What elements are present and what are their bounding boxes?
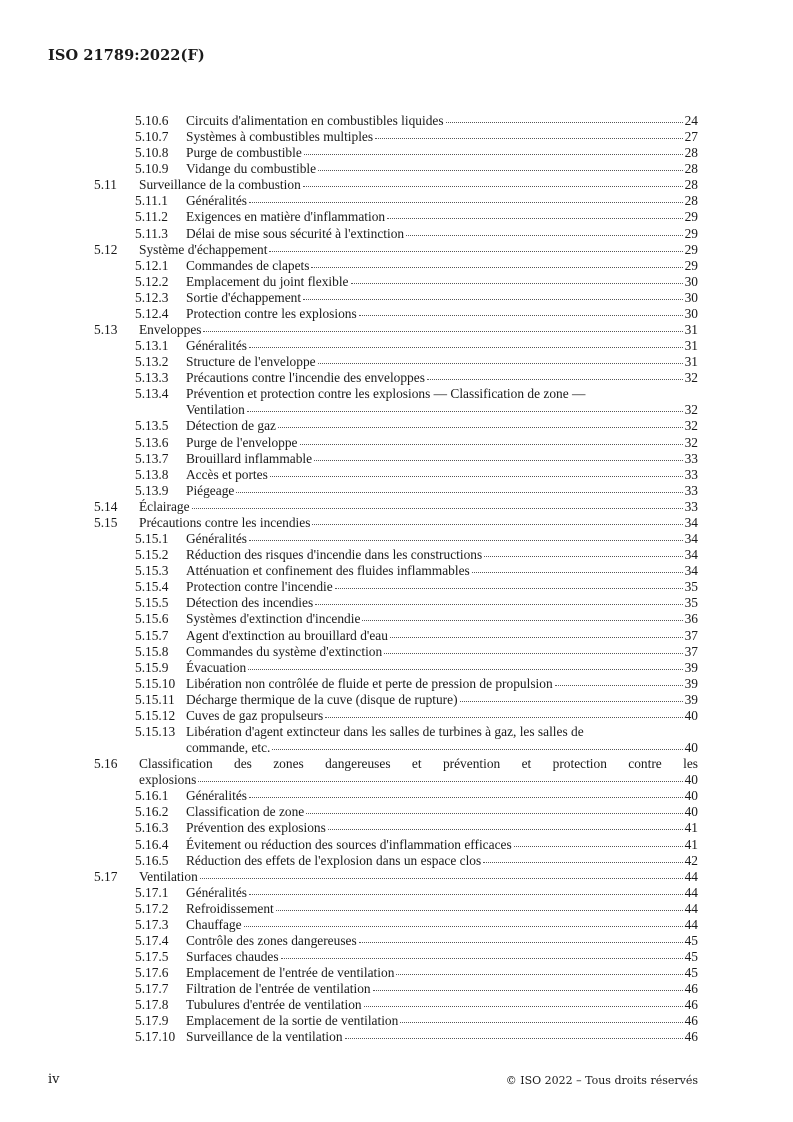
toc-entry-number: 5.15.5	[135, 595, 169, 611]
toc-entry-number: 5.17.1	[135, 884, 169, 900]
toc-entry-page: 31	[684, 322, 698, 338]
dot-leader	[249, 530, 683, 541]
toc-entry-number: 5.12.2	[135, 273, 169, 289]
table-of-contents	[0, 113, 793, 1046]
toc-entry-title: Filtration de l'entrée de ventilation	[186, 981, 371, 997]
toc-entry[interactable]	[0, 499, 793, 515]
toc-entry-page: 40	[684, 804, 698, 820]
dot-leader	[483, 852, 682, 863]
toc-entry[interactable]	[0, 467, 793, 483]
toc-entry-title: Cuves de gaz propulseurs	[186, 707, 324, 723]
dot-leader	[248, 659, 682, 670]
toc-entry-number: 5.12.1	[135, 257, 169, 273]
dot-leader	[249, 884, 683, 895]
toc-entry[interactable]	[0, 708, 793, 724]
toc-entry[interactable]	[0, 595, 793, 611]
toc-entry-title: Généralités	[186, 788, 247, 804]
toc-entry-title: Généralités	[186, 338, 247, 354]
toc-entry-page: 30	[684, 289, 698, 305]
toc-entry-page: 29	[684, 241, 698, 257]
toc-entry-page: 28	[684, 177, 698, 193]
toc-entry-page: 46	[684, 1029, 698, 1045]
toc-entry-page: 37	[684, 627, 698, 643]
toc-entry[interactable]	[0, 563, 793, 579]
toc-entry-number: 5.14	[94, 498, 118, 514]
toc-entry-title: Vidange du combustible	[186, 161, 317, 177]
toc-entry-title: Chauffage	[186, 916, 242, 932]
toc-entry-page: 32	[684, 434, 698, 450]
toc-entry-number: 5.15.7	[135, 627, 169, 643]
dot-leader	[351, 273, 683, 284]
toc-entry-title: Tubulures d'entrée de ventilation	[186, 997, 362, 1013]
toc-entry-title: Protection contre les explosions	[186, 305, 357, 321]
toc-entry-number: 5.16.5	[135, 852, 169, 868]
toc-entry-page: 31	[684, 338, 698, 354]
dot-leader	[303, 176, 683, 187]
dot-leader	[472, 562, 683, 573]
toc-entry[interactable]	[0, 788, 793, 804]
toc-entry-title: Réduction des effets de l'explosion dans un espace clos	[186, 852, 482, 868]
toc-entry-page: 36	[684, 611, 698, 627]
toc-entry-page: 27	[684, 129, 698, 145]
toc-entry-title: Réduction des risques d'incendie dans les constructions	[186, 547, 483, 563]
toc-entry[interactable]	[0, 531, 793, 547]
toc-entry-page: 40	[684, 788, 698, 804]
toc-entry[interactable]	[0, 885, 793, 901]
toc-entry-page: 28	[684, 193, 698, 209]
toc-entry-number: 5.17.5	[135, 949, 169, 965]
toc-entry-title: Système d'échappement	[139, 241, 268, 257]
toc-entry-title: Évacuation	[186, 659, 247, 675]
dot-leader	[406, 225, 683, 236]
toc-entry[interactable]	[0, 177, 793, 193]
dot-leader	[460, 691, 683, 702]
toc-entry[interactable]	[0, 756, 793, 772]
page-number-label: iv	[48, 1072, 60, 1087]
toc-entry[interactable]	[0, 290, 793, 306]
dot-leader	[303, 289, 683, 300]
dot-leader	[278, 417, 683, 428]
dot-leader	[249, 787, 683, 798]
toc-entry-page: 24	[684, 113, 698, 128]
dot-leader	[446, 112, 683, 123]
toc-entry-title: Enveloppes	[139, 322, 202, 338]
toc-entry-title: Généralités	[186, 193, 247, 209]
toc-entry-page: 35	[684, 579, 698, 595]
toc-entry-number: 5.13	[94, 322, 118, 338]
toc-entry-number: 5.15.2	[135, 547, 169, 563]
toc-entry[interactable]	[0, 949, 793, 965]
toc-entry-continuation[interactable]	[0, 740, 793, 756]
toc-entry-page: 44	[684, 884, 698, 900]
toc-entry[interactable]	[0, 322, 793, 338]
toc-entry-number: 5.17.4	[135, 932, 169, 948]
dot-leader	[270, 466, 683, 477]
toc-entry-page: 41	[684, 820, 698, 836]
toc-entry[interactable]	[0, 660, 793, 676]
toc-entry-number: 5.10.6	[135, 113, 169, 128]
toc-entry-number: 5.15.12	[135, 707, 176, 723]
toc-entry-title: Sortie d'échappement	[186, 289, 302, 305]
toc-entry[interactable]	[0, 804, 793, 820]
toc-entry-page: 45	[684, 965, 698, 981]
toc-entry[interactable]	[0, 628, 793, 644]
dot-leader	[555, 675, 683, 686]
toc-entry-page: 33	[684, 450, 698, 466]
toc-entry-title-continued: Ventilation	[186, 402, 245, 418]
dot-leader	[400, 1012, 682, 1023]
dot-leader	[375, 128, 683, 139]
dot-leader	[304, 144, 683, 155]
dot-leader	[318, 353, 683, 364]
toc-entry-number: 5.17.7	[135, 981, 169, 997]
toc-entry-title: Atténuation et confinement des fluides inflammables	[186, 563, 470, 579]
toc-entry-number: 5.13.7	[135, 450, 169, 466]
toc-entry-title: Surfaces chaudes	[186, 949, 279, 965]
toc-entry-page: 28	[684, 161, 698, 177]
toc-entry[interactable]	[0, 161, 793, 177]
toc-entry-number: 5.15.9	[135, 659, 169, 675]
dot-leader	[300, 434, 683, 445]
toc-entry[interactable]	[0, 274, 793, 290]
toc-entry-title: Structure de l'enveloppe	[186, 354, 316, 370]
dot-leader	[249, 337, 683, 348]
toc-entry-page: 34	[684, 531, 698, 547]
toc-entry-title: Circuits d'alimentation en combustibles liquides	[186, 113, 444, 128]
copyright-notice: © ISO 2022 – Tous droits réservés	[505, 1074, 698, 1087]
toc-entry-continuation[interactable]	[0, 402, 793, 418]
toc-entry-page: 39	[684, 691, 698, 707]
dot-leader	[314, 450, 683, 461]
toc-entry[interactable]	[0, 853, 793, 869]
dot-leader	[396, 964, 682, 975]
toc-entry-title: Généralités	[186, 531, 247, 547]
toc-entry-page: 41	[684, 836, 698, 852]
toc-entry[interactable]	[0, 386, 793, 402]
toc-entry-page: 46	[684, 981, 698, 997]
toc-entry-title: Surveillance de la combustion	[139, 177, 301, 193]
toc-entry-number: 5.17.8	[135, 997, 169, 1013]
toc-entry-title: Libération d'agent extincteur dans les salles de turbines à gaz, les salles de	[186, 723, 584, 739]
toc-entry-number: 5.11.3	[135, 225, 168, 241]
toc-entry-title: Commandes de clapets	[186, 257, 310, 273]
toc-entry-title: Délai de mise sous sécurité à l'extinction	[186, 225, 405, 241]
toc-entry-title: Purge de combustible	[186, 145, 302, 161]
toc-entry-page: 29	[684, 209, 698, 225]
toc-entry-number: 5.13.8	[135, 466, 169, 482]
dot-leader	[315, 594, 682, 605]
dot-leader	[328, 819, 683, 830]
toc-entry-page: 45	[684, 932, 698, 948]
toc-entry-title: Agent d'extinction au brouillard d'eau	[186, 627, 388, 643]
toc-entry-page: 33	[684, 466, 698, 482]
toc-entry-title: Systèmes d'extinction d'incendie	[186, 611, 361, 627]
toc-entry-number: 5.10.8	[135, 145, 169, 161]
toc-entry-title: Classification de zone	[186, 804, 305, 820]
toc-entry[interactable]	[0, 226, 793, 242]
toc-entry[interactable]	[0, 579, 793, 595]
dot-leader	[269, 241, 682, 252]
toc-entry[interactable]	[0, 129, 793, 145]
dot-leader	[373, 980, 683, 991]
toc-entry-page: 40	[684, 740, 698, 756]
toc-entry-page: 30	[684, 273, 698, 289]
toc-entry-page: 42	[684, 852, 698, 868]
toc-entry-page: 39	[684, 659, 698, 675]
toc-entry[interactable]	[0, 1013, 793, 1029]
toc-entry-title: Précautions contre l'incendie des enveloppes	[186, 370, 425, 386]
toc-entry[interactable]	[0, 692, 793, 708]
toc-entry[interactable]	[0, 435, 793, 451]
toc-entry-page: 45	[684, 949, 698, 965]
toc-entry[interactable]	[0, 933, 793, 949]
dot-leader	[427, 369, 683, 380]
toc-entry-page: 29	[684, 225, 698, 241]
toc-entry-number: 5.15.11	[135, 691, 175, 707]
toc-entry-page: 44	[684, 900, 698, 916]
toc-entry[interactable]	[0, 917, 793, 933]
toc-entry-title: Purge de l'enveloppe	[186, 434, 298, 450]
toc-entry[interactable]	[0, 242, 793, 258]
dot-leader	[200, 868, 683, 879]
dot-leader	[272, 739, 682, 750]
toc-entry-page: 32	[684, 402, 698, 418]
dot-leader	[384, 643, 682, 654]
toc-entry[interactable]	[0, 611, 793, 627]
dot-leader	[276, 900, 683, 911]
toc-entry[interactable]	[0, 644, 793, 660]
toc-entry-page: 32	[684, 370, 698, 386]
dot-leader	[244, 916, 683, 927]
toc-entry[interactable]	[0, 676, 793, 692]
toc-entry-number: 5.17	[94, 868, 118, 884]
toc-entry-page: 44	[684, 868, 698, 884]
toc-entry[interactable]	[0, 837, 793, 853]
toc-entry-page: 29	[684, 257, 698, 273]
dot-leader	[362, 610, 682, 621]
toc-entry-page: 37	[684, 643, 698, 659]
toc-entry[interactable]	[0, 354, 793, 370]
toc-entry-number: 5.13.1	[135, 338, 169, 354]
toc-entry[interactable]	[0, 418, 793, 434]
toc-entry-page: 35	[684, 595, 698, 611]
toc-entry-page: 40	[684, 707, 698, 723]
dot-leader	[387, 208, 683, 219]
toc-entry-page: 46	[684, 997, 698, 1013]
toc-entry-title: Piégeage	[186, 482, 235, 498]
dot-leader	[325, 707, 682, 718]
toc-entry-number: 5.17.10	[135, 1029, 176, 1045]
toc-entry-number: 5.11.1	[135, 193, 168, 209]
toc-entry-number: 5.17.2	[135, 900, 169, 916]
toc-entry-number: 5.15.10	[135, 675, 176, 691]
toc-entry-page: 34	[684, 563, 698, 579]
toc-entry-title-continued: explosions	[139, 772, 197, 788]
dot-leader	[364, 996, 683, 1007]
toc-entry[interactable]	[0, 113, 793, 129]
dot-leader	[390, 627, 683, 638]
dot-leader	[484, 546, 682, 557]
toc-entry-title: Libération non contrôlée de fluide et perte de pression de propulsion	[186, 675, 553, 691]
toc-entry-title: Prévention des explosions	[186, 820, 326, 836]
toc-entry-number: 5.13.2	[135, 354, 169, 370]
toc-entry[interactable]	[0, 547, 793, 563]
dot-leader	[236, 482, 682, 493]
toc-entry-title-continued: commande, etc.	[186, 740, 271, 756]
toc-entry-number: 5.17.9	[135, 1013, 169, 1029]
toc-entry[interactable]	[0, 724, 793, 740]
toc-entry-page: 33	[684, 498, 698, 514]
toc-entry-title: Évitement ou réduction des sources d'inflammation efficaces	[186, 836, 512, 852]
toc-entry[interactable]	[0, 515, 793, 531]
toc-entry-number: 5.12.3	[135, 289, 169, 305]
toc-entry[interactable]	[0, 370, 793, 386]
dot-leader	[318, 160, 683, 171]
toc-entry-number: 5.12.4	[135, 305, 169, 321]
toc-entry-number: 5.15.1	[135, 531, 169, 547]
toc-entry[interactable]	[0, 965, 793, 981]
dot-leader	[359, 932, 683, 943]
toc-entry[interactable]	[0, 483, 793, 499]
toc-entry-number: 5.15.13	[135, 723, 176, 739]
dot-leader	[335, 578, 683, 589]
toc-entry-continuation[interactable]	[0, 772, 793, 788]
toc-entry[interactable]	[0, 258, 793, 274]
toc-entry-number: 5.15	[94, 514, 118, 530]
toc-entry[interactable]	[0, 820, 793, 836]
toc-entry-title: Ventilation	[139, 868, 198, 884]
dot-leader	[514, 836, 683, 847]
toc-entry[interactable]	[0, 209, 793, 225]
toc-entry-page: 30	[684, 305, 698, 321]
toc-entry-page: 34	[684, 514, 698, 530]
toc-entry-number: 5.13.4	[135, 386, 169, 402]
toc-entry-title: Brouillard inflammable	[186, 450, 313, 466]
toc-entry-number: 5.15.8	[135, 643, 169, 659]
toc-entry-title: Décharge thermique de la cuve (disque de rupture)	[186, 691, 458, 707]
dot-leader	[359, 305, 683, 316]
document-id-header: ISO 21789:2022(F)	[48, 47, 205, 64]
toc-entry-title: Généralités	[186, 884, 247, 900]
toc-entry-number: 5.13.9	[135, 482, 169, 498]
toc-entry-number: 5.10.9	[135, 161, 169, 177]
toc-entry-title: Exigences en matière d'inflammation	[186, 209, 386, 225]
toc-entry-title: Classification des zones dangereuses et prévention et protection contre les	[139, 756, 698, 772]
toc-entry-page: 33	[684, 482, 698, 498]
toc-entry-number: 5.16.3	[135, 820, 169, 836]
toc-entry-page: 46	[684, 1013, 698, 1029]
toc-entry[interactable]	[0, 1029, 793, 1045]
toc-entry-number: 5.13.3	[135, 370, 169, 386]
toc-entry-page: 44	[684, 916, 698, 932]
toc-entry[interactable]	[0, 997, 793, 1013]
toc-entry-number: 5.16	[94, 756, 118, 772]
toc-entry[interactable]	[0, 981, 793, 997]
toc-entry-number: 5.13.6	[135, 434, 169, 450]
toc-entry-title: Accès et portes	[186, 466, 268, 482]
toc-entry-number: 5.15.6	[135, 611, 169, 627]
toc-entry-number: 5.12	[94, 241, 118, 257]
toc-entry-number: 5.10.7	[135, 129, 169, 145]
toc-entry[interactable]	[0, 338, 793, 354]
toc-entry-title: Détection de gaz	[186, 418, 276, 434]
dot-leader	[203, 321, 682, 332]
toc-entry-number: 5.13.5	[135, 418, 169, 434]
toc-entry-title: Détection des incendies	[186, 595, 314, 611]
toc-entry-page: 40	[684, 772, 698, 788]
toc-entry-title: Prévention et protection contre les explosions — Classification de zone —	[186, 386, 586, 402]
toc-entry-title: Surveillance de la ventilation	[186, 1029, 343, 1045]
dot-leader	[281, 948, 683, 959]
toc-entry-title: Protection contre l'incendie	[186, 579, 333, 595]
toc-entry[interactable]	[0, 193, 793, 209]
toc-entry-number: 5.11.2	[135, 209, 168, 225]
toc-entry[interactable]	[0, 145, 793, 161]
toc-entry[interactable]	[0, 306, 793, 322]
dot-leader	[306, 803, 682, 814]
dot-leader	[249, 192, 683, 203]
toc-entry[interactable]	[0, 901, 793, 917]
toc-entry-title: Refroidissement	[186, 900, 274, 916]
toc-entry-number: 5.16.4	[135, 836, 169, 852]
toc-entry-title: Emplacement de la sortie de ventilation	[186, 1013, 399, 1029]
toc-entry-page: 34	[684, 547, 698, 563]
toc-entry-title: Commandes du système d'extinction	[186, 643, 383, 659]
dot-leader	[312, 514, 682, 525]
dot-leader	[247, 401, 683, 412]
toc-entry-title: Emplacement du joint flexible	[186, 273, 349, 289]
toc-entry-title: Éclairage	[139, 498, 190, 514]
toc-entry-number: 5.15.4	[135, 579, 169, 595]
dot-leader	[198, 771, 682, 782]
dot-leader	[192, 498, 683, 509]
toc-entry-number: 5.17.3	[135, 916, 169, 932]
toc-entry-title: Contrôle des zones dangereuses	[186, 932, 357, 948]
toc-entry-title: Précautions contre les incendies	[139, 514, 311, 530]
toc-entry-page: 32	[684, 418, 698, 434]
toc-entry-page: 31	[684, 354, 698, 370]
toc-entry-page: 28	[684, 145, 698, 161]
toc-entry-number: 5.11	[94, 177, 117, 193]
dot-leader	[311, 257, 682, 268]
dot-leader	[345, 1028, 683, 1039]
toc-entry[interactable]	[0, 869, 793, 885]
toc-entry-number: 5.15.3	[135, 563, 169, 579]
toc-entry-title: Systèmes à combustibles multiples	[186, 129, 374, 145]
toc-entry[interactable]	[0, 451, 793, 467]
toc-entry-number: 5.16.1	[135, 788, 169, 804]
toc-entry-page: 39	[684, 675, 698, 691]
toc-entry-number: 5.17.6	[135, 965, 169, 981]
toc-entry-number: 5.16.2	[135, 804, 169, 820]
toc-entry-title: Emplacement de l'entrée de ventilation	[186, 965, 395, 981]
